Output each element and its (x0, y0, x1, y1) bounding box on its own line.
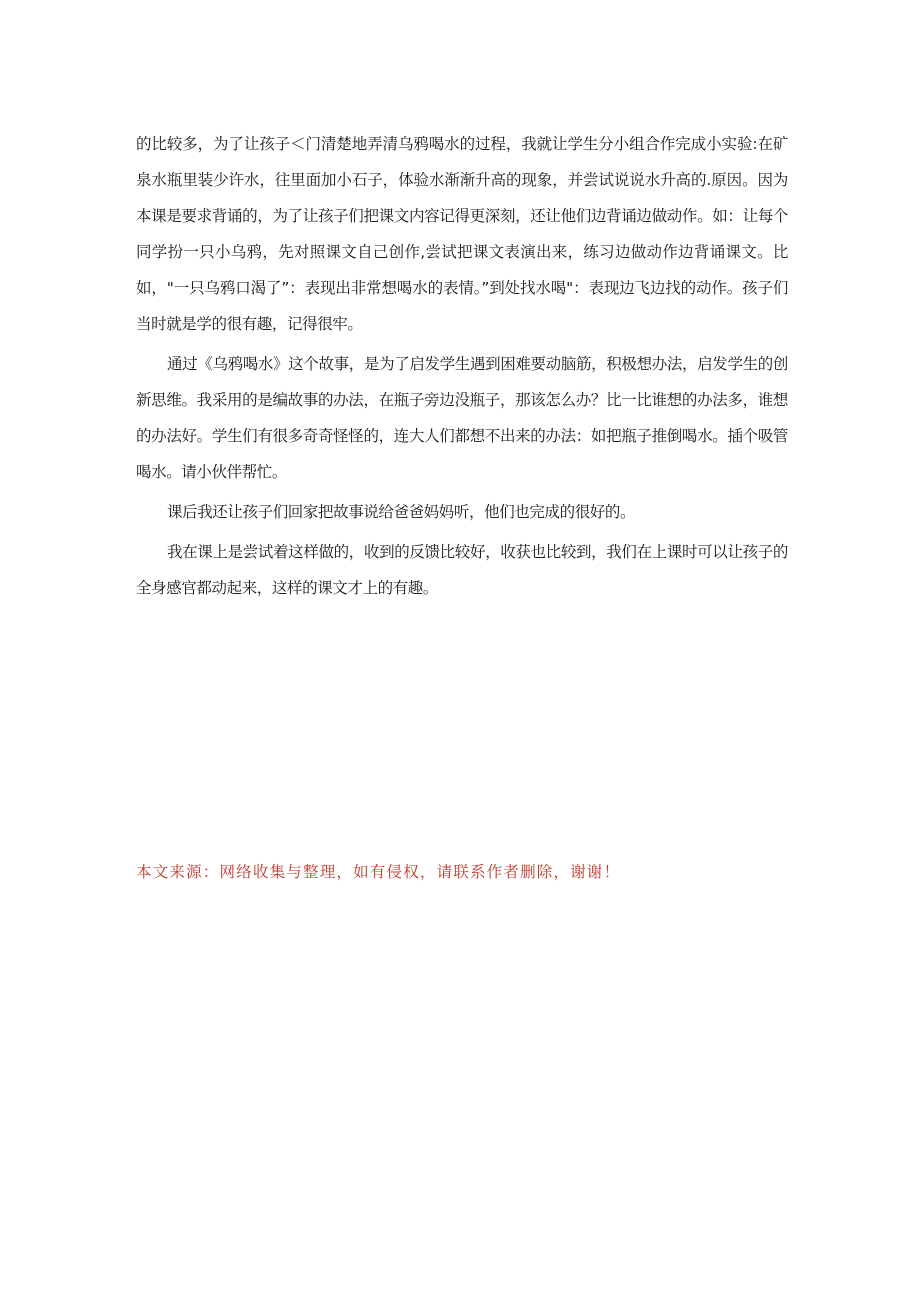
paragraph-2: 通过《乌鸦喝水》这个故事，是为了启发学生遇到困难要动脑筋，积极想办法，启发学生的创新思维。我采用的是编故事的办法，在瓶子旁边没瓶子，那该怎么办？比一比谁想的办法多，谁想的办法好。学生们有很多奇奇怪怪的，连大人们都想不出来的办法：如把瓶子推倒喝水。插个吸管喝水。请小伙伴帮忙。 (136, 355, 788, 481)
paragraph-1: 的比较多，为了让孩子＜门清楚地弄清乌鸦喝水的过程，我就让学生分小组合作完成小实验:在矿泉水瓶里装少许水，往里面加小石子，体验水渐渐升高的现象，并尝试说说水升高的.原因。因为本课是要求背诵的，为了让孩子们把课文内容记得更深刻，还让他们边背诵边做动作。如：让每个同学扮一只小乌鸦，先对照课文自己创作,尝试把课文表演出来，练习边做动作边背诵课文。比如，"一只乌鸦口渴了”：表现出非常想喝水的表情。”到处找水喝"：表现边飞边找的动作。孩子们当时就是学的很有趣，记得很牢。 (136, 135, 788, 333)
source-note: 本文来源：网络收集与整理，如有侵权，请联系作者删除，谢谢！ (136, 863, 621, 881)
document-body (136, 126, 788, 606)
paragraph-3: 课后我还让孩子们回家把故事说给爸爸妈妈听，他们也完成的很好的。 (167, 503, 636, 521)
paragraph-4: 我在课上是尝试着这样做的，收到的反馈比较好，收获也比较到，我们在上课时可以让孩子的全身感官都动起来，这样的课文才上的有趣。 (136, 543, 788, 597)
